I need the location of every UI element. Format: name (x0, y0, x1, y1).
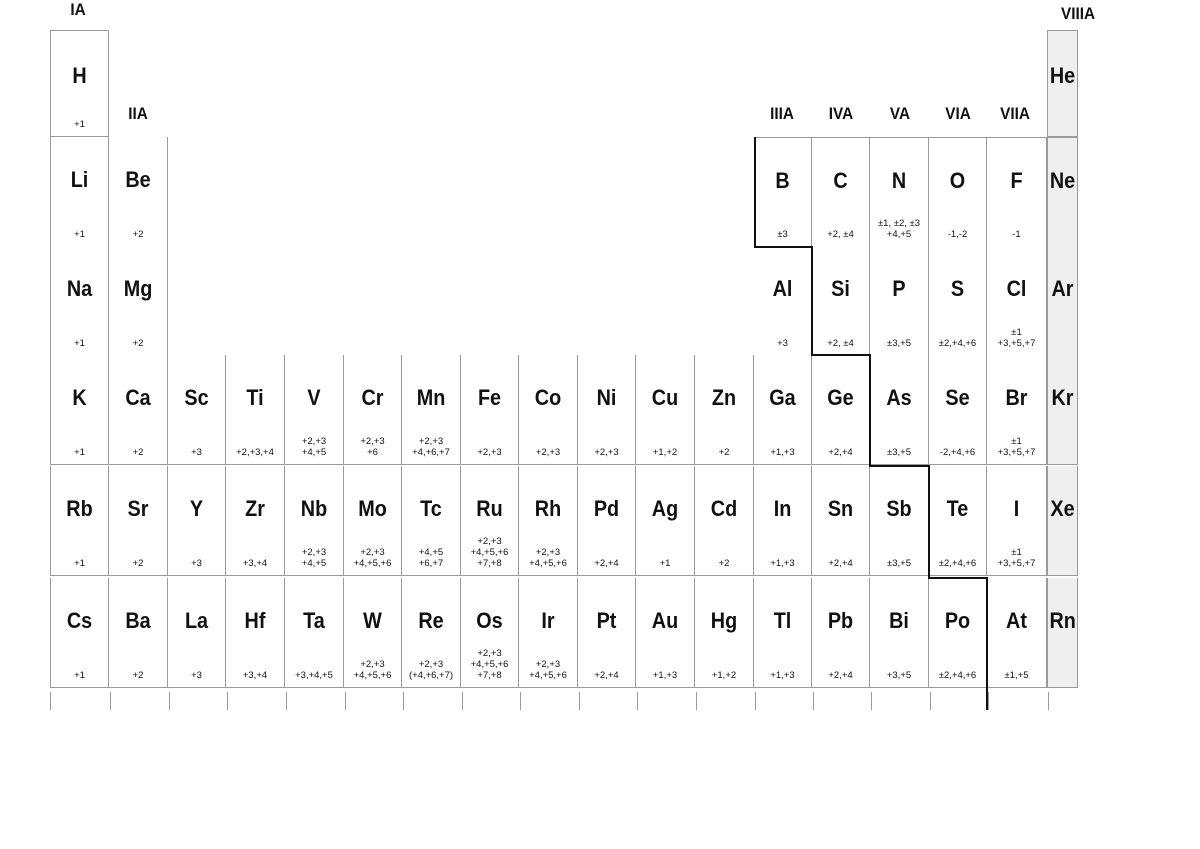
oxidation-states: ±1,+5 (1004, 670, 1029, 681)
element-symbol: Mo (358, 496, 387, 521)
element-symbol: Co (534, 385, 562, 410)
element-symbol: Cd (710, 496, 738, 521)
element-cell-se (929, 355, 987, 465)
element-symbol: Rb (66, 496, 93, 521)
element-symbol: Mg (123, 276, 153, 301)
element-symbol: Hf (244, 608, 266, 633)
element-symbol: Ti (246, 385, 264, 410)
element-cell-at (987, 578, 1047, 688)
element-cell-te (929, 466, 987, 576)
oxidation-states: +2 (718, 447, 730, 458)
cropped-cell-divider (755, 692, 756, 710)
element-symbol: N (891, 168, 907, 193)
oxidation-states: +2,+3 +4,+5,+6 +7,+8 (470, 536, 509, 569)
element-symbol: V (307, 385, 321, 410)
element-cell-he (1047, 30, 1078, 137)
element-symbol: Tl (773, 608, 792, 633)
element-cell-pd (578, 466, 636, 576)
element-cell-n (870, 137, 929, 247)
element-symbol: Y (189, 496, 204, 521)
element-cell-cr (344, 355, 402, 465)
element-cell-kr (1047, 355, 1078, 465)
element-symbol: In (773, 496, 792, 521)
oxidation-states: +3 (191, 670, 202, 681)
oxidation-states: +2,+3 (594, 447, 619, 458)
oxidation-states: -2,+4,+6 (939, 447, 976, 458)
element-symbol: I (1013, 496, 1020, 521)
cropped-cell-divider (345, 692, 346, 710)
element-symbol: Ba (125, 608, 151, 633)
element-cell-os (461, 578, 519, 688)
element-cell-hg (695, 578, 754, 688)
oxidation-states: ±3,+5 (887, 338, 911, 349)
group-label-iva: IVA (828, 104, 854, 123)
element-symbol: He (1049, 63, 1076, 88)
oxidation-states: +2 (132, 338, 144, 349)
oxidation-states: ±3 (777, 229, 788, 240)
oxidation-states: +3 (777, 338, 788, 349)
oxidation-states: +3,+4 (242, 558, 268, 569)
oxidation-states: +2,+4 (594, 670, 619, 681)
element-symbol: Pt (596, 608, 617, 633)
element-symbol: Rn (1049, 608, 1076, 633)
element-symbol: Sr (127, 496, 149, 521)
element-symbol: P (892, 276, 906, 301)
oxidation-states: -1,-2 (947, 229, 968, 240)
element-cell-li (50, 137, 109, 247)
element-symbol: Se (945, 385, 970, 410)
element-cell-mg (109, 246, 168, 356)
cropped-cell-divider (579, 692, 580, 710)
element-cell-hf (226, 578, 285, 688)
oxidation-states: +2 (718, 558, 730, 569)
oxidation-states: +1 (74, 338, 85, 349)
element-cell-ba (109, 578, 168, 688)
cropped-cell-divider (462, 692, 463, 710)
element-symbol: Hg (710, 608, 738, 633)
element-cell-ru (461, 466, 519, 576)
cropped-cell-divider (988, 692, 989, 710)
oxidation-states: -1 (1012, 229, 1021, 240)
group-label-ia: IA (70, 0, 86, 19)
element-cell-ca (109, 355, 168, 465)
element-cell-w (344, 578, 402, 688)
element-symbol: At (1006, 608, 1027, 633)
element-cell-na (50, 246, 109, 356)
cropped-cell-divider (696, 692, 697, 710)
cropped-cell-divider (169, 692, 170, 710)
element-cell-cs (50, 578, 109, 688)
element-symbol: Au (651, 608, 679, 633)
element-symbol: Bi (889, 608, 909, 633)
oxidation-states: +1,+3 (770, 558, 795, 569)
oxidation-states: +2, ±4 (827, 229, 854, 240)
element-symbol: Rh (534, 496, 562, 521)
oxidation-states: +1,+3 (652, 670, 678, 681)
oxidation-states: ±1 +3,+5,+7 (997, 436, 1036, 458)
oxidation-states: +2,+3 +4,+5 (301, 436, 327, 458)
element-symbol: K (72, 385, 87, 410)
cropped-row-fragment (50, 692, 1079, 710)
oxidation-states: +2,+3 +4,+6,+7 (412, 436, 450, 458)
element-symbol: Cl (1006, 276, 1027, 301)
element-symbol: Xe (1050, 496, 1075, 521)
element-cell-i (987, 466, 1047, 576)
element-cell-pt (578, 578, 636, 688)
element-symbol: Ga (769, 385, 796, 410)
element-cell-re (402, 578, 461, 688)
oxidation-states: +1 (659, 558, 671, 569)
oxidation-states: +3,+5 (886, 670, 912, 681)
element-cell-al (754, 246, 812, 356)
oxidation-states: +1 (74, 670, 85, 681)
element-cell-ge (812, 355, 870, 465)
staircase-line (754, 137, 756, 247)
oxidation-states: +1 (74, 229, 85, 240)
element-symbol: Ag (651, 496, 679, 521)
oxidation-states: +1,+3 (770, 670, 795, 681)
staircase-line (986, 577, 988, 710)
staircase-line (869, 465, 930, 467)
element-cell-mo (344, 466, 402, 576)
element-symbol: O (949, 168, 966, 193)
element-symbol: Pd (593, 496, 620, 521)
element-symbol: Sc (184, 385, 209, 410)
element-symbol: Al (772, 276, 793, 301)
element-symbol: As (886, 385, 912, 410)
element-symbol: H (72, 63, 87, 88)
element-cell-p (870, 246, 929, 356)
element-symbol: C (833, 168, 848, 193)
element-cell-cu (636, 355, 695, 465)
element-cell-f (987, 137, 1047, 247)
element-cell-be (109, 137, 168, 247)
element-symbol: Cs (66, 608, 93, 633)
group-label-viia: VIIA (1000, 104, 1030, 123)
element-symbol: F (1010, 168, 1023, 193)
element-symbol: B (775, 168, 790, 193)
element-symbol: Sn (827, 496, 854, 521)
staircase-line (811, 354, 871, 356)
oxidation-states: ±2,+4,+6 (938, 338, 977, 349)
element-symbol: Zr (245, 496, 265, 521)
element-cell-la (168, 578, 226, 688)
element-symbol: Ta (303, 608, 325, 633)
oxidation-states: +1,+2 (711, 670, 737, 681)
oxidation-states: +2,+4 (594, 558, 619, 569)
element-cell-po (929, 578, 987, 688)
element-cell-rn (1047, 578, 1078, 688)
element-cell-rb (50, 466, 109, 576)
element-cell-tc (402, 466, 461, 576)
element-symbol: Ru (476, 496, 503, 521)
staircase-line (928, 577, 988, 579)
element-cell-mn (402, 355, 461, 465)
element-symbol: Br (1005, 385, 1028, 410)
element-cell-zr (226, 466, 285, 576)
staircase-line (811, 246, 813, 356)
staircase-line (928, 465, 930, 579)
element-symbol: Sb (886, 496, 912, 521)
cropped-cell-divider (286, 692, 287, 710)
element-symbol: Ne (1049, 168, 1076, 193)
element-symbol: Cu (651, 385, 679, 410)
element-cell-sc (168, 355, 226, 465)
element-cell-tl (754, 578, 812, 688)
element-cell-ag (636, 466, 695, 576)
cropped-cell-divider (227, 692, 228, 710)
oxidation-states: ±2,+4,+6 (938, 670, 977, 681)
element-cell-br (987, 355, 1047, 465)
element-cell-xe (1047, 466, 1078, 576)
element-symbol: Be (125, 167, 151, 192)
cropped-cell-divider (520, 692, 521, 710)
oxidation-states: +2, ±4 (827, 338, 854, 349)
staircase-line (869, 354, 871, 467)
element-symbol: Ge (827, 385, 854, 410)
element-symbol: Po (944, 608, 971, 633)
element-cell-ne (1047, 137, 1078, 247)
element-cell-o (929, 137, 987, 247)
oxidation-states: +1 (74, 119, 85, 130)
element-cell-v (285, 355, 344, 465)
element-symbol: Cr (361, 385, 384, 410)
group-label-viiia: VIIIA (1060, 4, 1096, 23)
oxidation-states: ±3,+5 (887, 447, 911, 458)
element-cell-s (929, 246, 987, 356)
element-cell-au (636, 578, 695, 688)
oxidation-states: +2,+3 +4,+5,+6 (529, 659, 567, 681)
element-symbol: La (184, 608, 209, 633)
oxidation-states: +2,+3 +4,+5,+6 +7,+8 (470, 648, 509, 681)
element-symbol: Si (831, 276, 850, 301)
oxidation-states: +2,+3 (535, 447, 561, 458)
group-label-iiia: IIIA (770, 104, 794, 123)
element-symbol: Pb (827, 608, 854, 633)
element-symbol: Ir (541, 608, 555, 633)
oxidation-states: +2,+3 +4,+5 (301, 547, 327, 569)
cropped-cell-divider (813, 692, 814, 710)
oxidation-states: ±1 +3,+5,+7 (997, 327, 1036, 349)
element-cell-pb (812, 578, 870, 688)
oxidation-states: +2 (132, 670, 144, 681)
group-label-via: VIA (945, 104, 971, 123)
element-cell-sn (812, 466, 870, 576)
oxidation-states: +1 (74, 558, 85, 569)
element-symbol: W (363, 608, 382, 633)
element-symbol: Li (70, 167, 89, 192)
element-cell-ar (1047, 246, 1078, 356)
element-cell-nb (285, 466, 344, 576)
element-cell-ni (578, 355, 636, 465)
oxidation-states: +2,+3 (+4,+6,+7) (408, 659, 454, 681)
staircase-line (754, 246, 813, 248)
element-cell-bi (870, 578, 929, 688)
cropped-cell-divider (110, 692, 111, 710)
cropped-cell-divider (403, 692, 404, 710)
oxidation-states: +2,+3,+4 (236, 447, 274, 458)
element-symbol: Na (66, 276, 93, 301)
oxidation-states: +2,+3 +6 (360, 436, 385, 458)
element-cell-k (50, 355, 109, 465)
element-cell-ga (754, 355, 812, 465)
element-symbol: Nb (300, 496, 328, 521)
element-cell-in (754, 466, 812, 576)
element-symbol: Os (476, 608, 503, 633)
element-symbol: Ca (125, 385, 151, 410)
element-cell-zn (695, 355, 754, 465)
element-cell-ir (519, 578, 578, 688)
element-cell-fe (461, 355, 519, 465)
element-symbol: Re (418, 608, 444, 633)
oxidation-states: ±1 +3,+5,+7 (997, 547, 1036, 569)
oxidation-states: +2,+3 +4,+5,+6 (529, 547, 567, 569)
element-cell-ti (226, 355, 285, 465)
element-cell-rh (519, 466, 578, 576)
oxidation-states: +1,+2 (652, 447, 678, 458)
element-symbol: Fe (477, 385, 502, 410)
element-symbol: Ar (1051, 276, 1074, 301)
group-label-iia: IIA (128, 104, 148, 123)
group-label-va: VA (889, 104, 911, 123)
oxidation-states: +2 (132, 229, 144, 240)
element-cell-sr (109, 466, 168, 576)
oxidation-states: +3,+4 (242, 670, 268, 681)
cropped-cell-divider (1048, 692, 1049, 710)
oxidation-states: +2,+4 (828, 670, 853, 681)
oxidation-states: +2,+4 (828, 558, 853, 569)
element-cell-b (754, 137, 812, 247)
oxidation-states: +1 (74, 447, 85, 458)
element-cell-si (812, 246, 870, 356)
element-cell-cd (695, 466, 754, 576)
oxidation-states: ±1, ±2, ±3 +4,+5 (877, 218, 921, 240)
element-symbol: Kr (1051, 385, 1074, 410)
element-symbol: Te (946, 496, 969, 521)
element-cell-sb (870, 466, 929, 576)
oxidation-states: +2 (132, 558, 144, 569)
cropped-cell-divider (637, 692, 638, 710)
oxidation-states: +2,+4 (828, 447, 853, 458)
cropped-cell-divider (930, 692, 931, 710)
oxidation-states: +2,+3 +4,+5,+6 (353, 547, 392, 569)
element-symbol: S (950, 276, 965, 301)
oxidation-states: +2,+3 +4,+5,+6 (353, 659, 392, 681)
element-cell-as (870, 355, 929, 465)
oxidation-states: +3 (191, 447, 202, 458)
element-symbol: Tc (420, 496, 442, 521)
element-symbol: Mn (416, 385, 446, 410)
element-cell-c (812, 137, 870, 247)
oxidation-states: +3,+4,+5 (295, 670, 333, 681)
oxidation-states: +1,+3 (770, 447, 795, 458)
oxidation-states: ±3,+5 (887, 558, 911, 569)
oxidation-states: +2,+3 (477, 447, 502, 458)
oxidation-states: ±2,+4,+6 (938, 558, 977, 569)
element-cell-cl (987, 246, 1047, 356)
element-symbol: Ni (596, 385, 617, 410)
element-cell-h (50, 30, 109, 137)
oxidation-states: +4,+5 +6,+7 (418, 547, 444, 569)
element-symbol: Zn (711, 385, 737, 410)
element-cell-ta (285, 578, 344, 688)
cropped-cell-divider (871, 692, 872, 710)
oxidation-states: +3 (191, 558, 202, 569)
element-cell-y (168, 466, 226, 576)
element-cell-co (519, 355, 578, 465)
oxidation-states: +2 (132, 447, 144, 458)
